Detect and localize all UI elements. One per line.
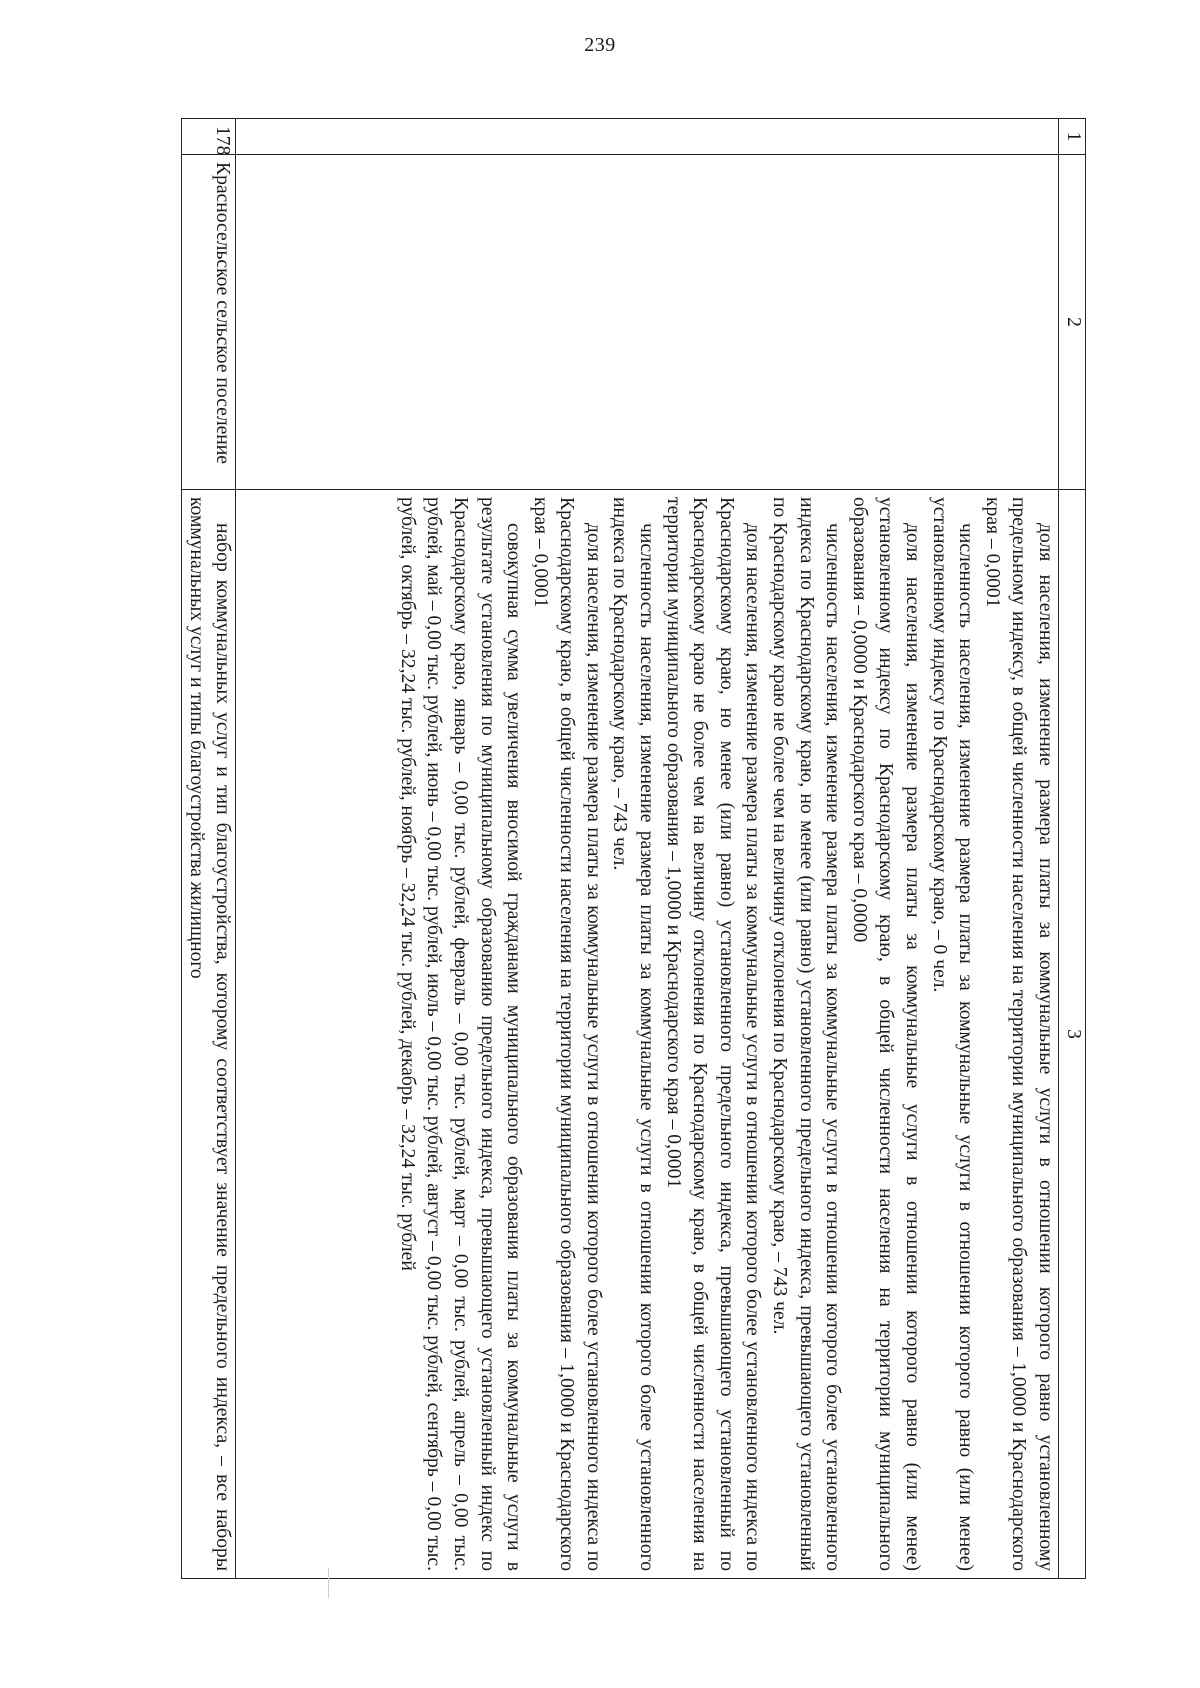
scan-mark xyxy=(328,1568,329,1598)
table-row-178 xyxy=(182,119,236,1579)
row-number: 178 xyxy=(182,119,236,155)
column-header-3: 3 xyxy=(1059,490,1086,1579)
continued-row-number-cell xyxy=(236,119,1059,155)
municipality-name: Красносельское сельское поселение xyxy=(182,155,236,490)
row-178-details xyxy=(182,490,236,1579)
page-number: 239 xyxy=(584,34,616,56)
paragraph-total-increase-by-month: совокупная сумма увеличения вносимой гражданами муниципального образования платы за коммунальные услуги в результате установления по муниципальному образованию предельного индекса, превышающего установленный индекс по Краснодарскому краю, январь – 0,00 тыс. рублей, февраль – 0,00 тыс. рублей, март – 0,00 тыс. рублей, апрель – 0,00 тыс. рублей, май – 0,00 тыс. рублей, июнь – 0,00 тыс. рублей, июль – 0,00 тыс. рублей, август – 0,00 тыс. рублей, сентябрь – 0,00 тыс. рублей, октябрь – 32,24 тыс. рублей, ноябрь – 32,24 тыс. рублей, декабрь – 32,24 тыс. рублей xyxy=(396,497,525,1571)
paragraph-count-equal-or-less-index: численность населения, изменение размера платы за коммунальные услуги в отношении которого равно (или менее) установленному индексу по Краснодарскому краю, – 0 чел. xyxy=(928,497,977,1571)
indicator-table xyxy=(181,118,1086,1579)
paragraph-count-above-index: численность населения, изменение размера платы за коммунальные услуги в отношении которого более установленного индекса по Краснодарскому краю, – 743 чел. xyxy=(609,497,658,1571)
column-header-1: 1 xyxy=(1059,119,1086,155)
paragraph-share-within-deviation: доля населения, изменение размера платы за коммунальные услуги в отношении которого более установленного индекса по Краснодарскому краю, но менее (или равно) установленного предельного индекса, превышающего установленный по Краснодарскому краю не более чем на величину отклонения по Краснодарскому краю, в общей численности населения на территории муниципального образования – 1,0000 и Краснодарского края – 0,0001 xyxy=(662,497,764,1571)
column-header-row xyxy=(1059,119,1086,1579)
rotated-table-container xyxy=(181,118,1086,1578)
paragraph-share-equal-limit: доля населения, изменение размера платы за коммунальные услуги в отношении которого равно установленному предельному индексу, в общей численности населения на территории муниципального образования – 1,0000 и Краснодарского края – 0,0001 xyxy=(981,497,1056,1571)
paragraph-services-set: набор коммунальных услуг и тип благоустройства, которому соответствует значение предельного индекса, – все наборы коммунальных услуг и типы благоустройства жилищного xyxy=(185,497,234,1571)
paragraph-share-equal-or-less-index: доля населения, изменение размера платы за коммунальные услуги в отношении которого равно (или менее) установленному индексу по Краснодарскому краю, в общей численности населения на территории муниципального образования – 0,0000 и Краснодарского края – 0,0000 xyxy=(848,497,924,1571)
continued-row xyxy=(236,119,1059,1579)
column-header-2: 2 xyxy=(1059,155,1086,490)
continued-row-details-cell xyxy=(236,490,1059,1579)
continued-row-municipality-cell xyxy=(236,155,1059,490)
paragraph-share-above-index: доля населения, изменение размера платы за коммунальные услуги в отношении которого более установленного индекса по Краснодарскому краю, в общей численности населения на территории муниципального образования – 1,0000 и Краснодарского края – 0,0001 xyxy=(529,497,604,1571)
paragraph-count-within-deviation: численность населения, изменение размера платы за коммунальные услуги в отношении которого более установленного индекса по Краснодарскому краю, но менее (или равно) установленного предельного индекса, превышающего установленный по Краснодарскому краю не более чем на величину отклонения по Краснодарскому краю, – 743 чел. xyxy=(769,497,844,1571)
